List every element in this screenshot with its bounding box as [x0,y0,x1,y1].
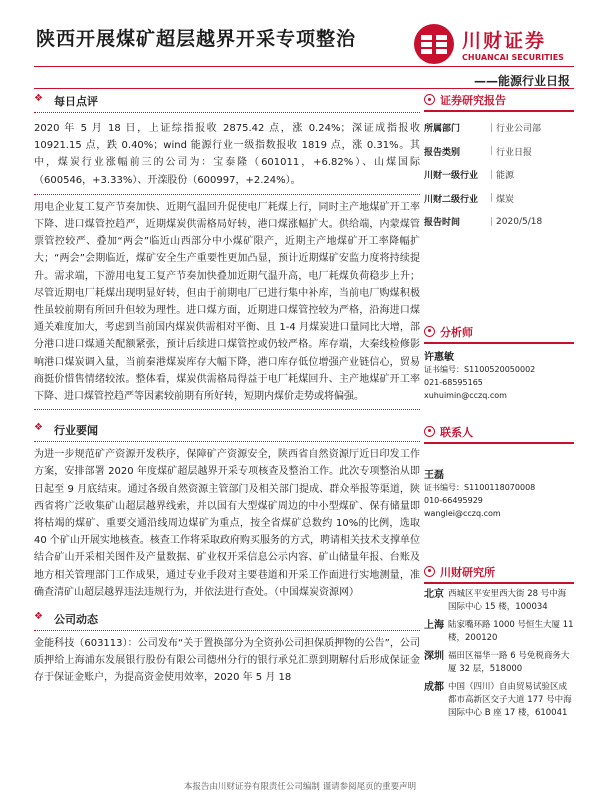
info-value: 煤炭 [496,194,515,205]
info-key: 报告时间 [424,218,461,229]
logo [412,20,572,70]
info-value: 行业日报 [496,147,533,158]
bullet-circle-icon [424,326,435,337]
info-value: 能源 [496,171,515,182]
sidebar-header-report [424,92,574,110]
office-row [424,619,574,645]
report-info-row: 报告时间 | 2020/5/18 [424,216,543,229]
header-rule [34,66,574,67]
analyst-cert: 证书编号：S1100520050002 [424,364,536,374]
sidebar-title: 川财研究所 [440,565,495,579]
office-address: 中国（四川）自由贸易试验区成都市高新区交子大道 177 号中海国际中心 B 座 17 楼，610041 [448,681,572,718]
analyst-phone: 021-68595165 [424,377,483,387]
logo-english-name: CHUANCAI SECURITIES [462,53,564,62]
analyst-name: 许惠敏 [424,351,454,363]
section-title: 公司动态 [54,613,98,627]
info-key: 川财一级行业 [424,171,479,182]
main-column [34,88,420,687]
report-info-row: 所属部门 | 行业公司部 [424,122,542,135]
section-header-industry-news [34,417,420,441]
report-info-row: 报告类别 | 行业日报 [424,146,533,158]
daily-review-analysis: 用电企业复工复产节奏加快、近期气温回升促使电厂耗煤上行，同时主产地煤矿开工率下降、进口煤管控趋严，近期煤炭供需格局好转，港口煤涨幅扩大。供给端，内蒙煤管票管控较严、叠加“两会”临近山西部分中小煤矿限产，近期主产地煤矿开工率降幅扩大；“两会”会期临近，煤矿安全生产重要性更加凸显，预计近期煤矿安监力度将持续提升。需求端，下游用电复工复产节奏加快叠加近期气温升高，电厂耗煤负荷稳步上升；尽管近期电厂耗煤出现明显好转，但由于前期电厂已进行集中补库，当前电厂购煤积极性虽较前期有所回升但较为理性。进口煤方面，近期进口煤管控较为严格，沿海进口煤通关难度加大，考虑到当前国内煤炭供需相对平衡、且 1-4 月煤炭进口量同比大增，部分港口进口煤通关配额紧张，预计后续进口煤管控或仍较严格。库存端，大秦线检修影响港口煤炭调入量，当前秦港煤炭库存大幅下降，港口库存低位增强产业链信心，贸易商挺价惜售情绪较浓。整体看，煤炭供需格局得益于电厂耗煤回升、主产地煤矿开工率下降、进口煤管控趋严等因素较前期有所好转，短期内煤价走势或将偏强。 [34,201,420,403]
industry-news-body: 为进一步规范矿产资源开发秩序，保障矿产资源安全，陕西省自然资源厅近日印发工作方案，安排部署 2020 年度煤矿超层越界开采专项核查及整治工作。此次专项整治从即日起至 9 月底结束。通过各级自然资源主管部门及相关部门提成、群众举报等渠道，陕西省将广泛收集矿山超层越界线索，并以国有大型煤矿周边的中小型煤矿、保有储量即将枯竭的煤矿、重要交通沿线周边煤矿为重点，按全省煤矿总数约 10%的比例，选取 40 个矿山开展实地核查。核查工作将采取政府购买服务的方式，聘请相关技术支撑单位结合矿山开采相关图件及产量数据、矿业权开采信息公示内容、矿山储量年报、台账及地方相关管理部门工作成果，通过专业手段对主要巷道和开采工作面进行实地测量，准确查清矿山超层越界违法违规行为，并依法进行查处。（中国煤炭资源网） [34,449,420,598]
sidebar-title: 分析师 [440,325,473,339]
office-row [424,588,574,614]
sidebar-rule [424,342,574,344]
office-city: 深圳 [424,650,444,662]
office-address: 福田区福华一路 6 号免税商务大厦 32 层，518000 [448,650,570,674]
sidebar [424,92,574,725]
chuancai-logo-icon [412,22,456,66]
report-subtitle: ——能源行业日报 [473,74,570,88]
info-value: 行业公司部 [496,124,542,135]
office-row [424,681,574,720]
daily-review-summary: 2020 年 5 月 18 日，上证综指报收 2875.42 点，涨 0.24%；深证成指报收 10921.15 点，跌 0.40%；wind 能源行业一级指数报收 1819 点，涨 0.31%。其中，煤炭行业涨幅前三的公司为：宝泰隆（601011，+6.82%）、山煤国际（600546，+3.33%）、开滦股份（600997，+2.24%）。 [34,123,420,186]
analyst-email[interactable]: xuhuimin@cczq.com [424,390,507,400]
company-news-body: 金能科技（603113）：公司发布“关于置换部分为全资孙公司担保质押物的公告”，公司质押给上海浦东发展银行股份有限公司德州分行的银行承兑汇票到期解付后形成保证金存于保证金账户，为提高资金使用效率，2020 年 5 月 18 [34,638,420,684]
office-city: 成都 [424,681,444,693]
diamond-icon: ❖ [34,93,43,104]
contact-cert: 证书编号：S1100118070008 [424,482,536,492]
page-footer: 本报告由川财证券有限责任公司编制 谨请参阅尾页的重要声明 [183,782,417,792]
report-title: 陕西开展煤矿超层越界开采专项整治 [36,28,357,50]
section-title: 行业要闻 [54,424,98,438]
office-city: 北京 [424,588,444,600]
info-value: 2020/5/18 [496,216,543,227]
office-row [424,650,574,676]
section-divider [34,630,420,631]
diamond-icon: ❖ [34,422,43,434]
sidebar-title: 联系人 [440,425,473,439]
info-key: 川财二级行业 [424,194,479,205]
contact-name: 王磊 [424,469,444,481]
bullet-circle-icon [424,94,435,105]
info-key: 所属部门 [424,124,461,135]
sidebar-rule [424,582,574,584]
sidebar-rule [424,442,574,444]
sidebar-header-institute [424,564,574,582]
bullet-circle-icon [424,426,435,437]
sidebar-title: 证券研究报告 [440,94,506,107]
contact-email[interactable]: wanglei@cczq.com [424,508,501,518]
section-header-company-news [34,606,420,630]
section-title: 每日点评 [54,95,98,108]
diamond-icon: ❖ [34,611,43,623]
sidebar-header-contact [424,424,574,442]
contact-phone: 010-66495929 [424,495,483,505]
daily-review-analysis-box [34,194,420,410]
office-address: 陆家嘴环路 1000 号恒生大厦 11 楼，200120 [448,619,574,643]
sidebar-rule [424,110,574,112]
report-info-row: 川财一级行业 | 能源 [424,169,515,182]
report-info-row: 川财二级行业 | 煤炭 [424,193,515,205]
office-city: 上海 [424,619,444,631]
bullet-circle-icon [424,566,435,577]
office-address: 西城区平安里西大街 28 号中海国际中心 15 楼，100034 [448,588,567,612]
logo-chinese-name: 川财证券 [462,30,547,52]
section-divider [34,441,420,442]
section-header-daily-review [34,88,420,112]
info-key: 报告类别 [424,147,461,158]
sidebar-header-analyst [424,324,574,342]
section-divider [34,112,420,113]
